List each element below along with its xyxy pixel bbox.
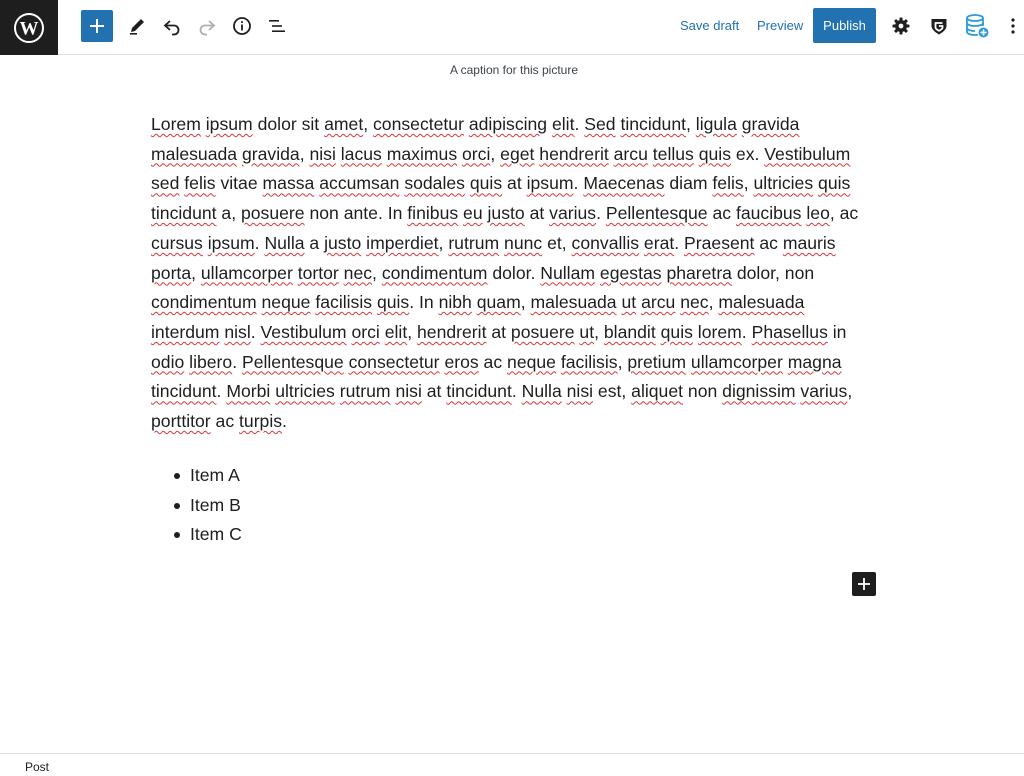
paragraph-text: ,: [438, 232, 449, 253]
misspelled-word: consectetur: [348, 351, 440, 372]
misspelled-word: Sed: [584, 114, 616, 134]
misspelled-word: gravida: [241, 143, 300, 164]
misspelled-word: felis: [184, 173, 216, 194]
paragraph-text: dolor.: [487, 262, 541, 283]
misspelled-word: libero: [189, 351, 233, 372]
paragraph-text: ,: [490, 143, 501, 164]
paragraph-text: est,: [593, 381, 632, 402]
misspelled-word: Nulla: [521, 381, 562, 402]
paragraph-text: ac: [707, 203, 736, 224]
paragraph-block[interactable]: [151, 110, 876, 437]
misspelled-word: eget: [500, 143, 535, 164]
misspelled-word: nibh: [438, 292, 472, 313]
misspelled-word: interdum: [151, 321, 220, 342]
misspelled-word: tortor: [297, 262, 339, 283]
paragraph-text: ,: [617, 351, 628, 372]
paragraph-text: a,: [216, 203, 241, 224]
paragraph-text: a: [304, 232, 325, 253]
paragraph-text: dolor, non: [731, 262, 815, 283]
misspelled-word: sodales: [404, 173, 465, 194]
misspelled-word: justo: [324, 232, 362, 253]
misspelled-word: gravida: [741, 114, 800, 134]
paragraph-text: . In: [409, 292, 439, 313]
wordpress-logo-button[interactable]: [0, 0, 58, 55]
misspelled-word: leo: [806, 203, 830, 224]
paragraph-text: at: [502, 173, 527, 194]
misspelled-word: consectetur: [373, 114, 464, 134]
list-item[interactable]: Item A: [151, 461, 242, 491]
misspelled-word: eu: [463, 203, 483, 224]
misspelled-word: maximus: [386, 143, 458, 164]
misspelled-word: eros: [444, 351, 479, 372]
list-block[interactable]: [151, 461, 242, 550]
misspelled-word: ultricies: [275, 381, 335, 402]
misspelled-word: magna: [787, 351, 842, 372]
paragraph-text: .: [596, 203, 606, 224]
misspelled-word: arcu: [641, 292, 676, 313]
misspelled-word: felis: [712, 173, 744, 194]
publish-button[interactable]: Publish: [813, 8, 876, 43]
misspelled-word: pretium: [627, 351, 687, 372]
settings-button[interactable]: [885, 10, 917, 42]
misspelled-word: ut: [579, 321, 595, 342]
misspelled-word: justo: [487, 203, 525, 224]
misspelled-word: quis: [660, 321, 693, 342]
misspelled-word: tincidunt: [151, 203, 217, 224]
misspelled-word: ipsum: [207, 232, 255, 253]
details-button[interactable]: [226, 10, 258, 42]
misspelled-word: nisl: [224, 321, 251, 342]
paragraph-text: ,: [594, 321, 604, 342]
add-block-button[interactable]: [852, 572, 876, 596]
gear-icon: [891, 16, 911, 36]
info-icon: [232, 16, 252, 36]
misspelled-word: cursus: [151, 232, 203, 253]
misspelled-word: tincidunt: [620, 114, 686, 134]
misspelled-word: hendrerit: [417, 321, 487, 342]
misspelled-word: orci: [351, 321, 380, 342]
misspelled-word: aliquet: [631, 381, 684, 402]
misspelled-word: facilisis: [560, 351, 618, 372]
misspelled-word: turpis: [239, 411, 283, 432]
list-item[interactable]: Item B: [151, 491, 242, 521]
misspelled-word: imperdiet: [366, 232, 439, 253]
misspelled-word: nunc: [504, 232, 543, 253]
paragraph-text: .: [232, 351, 242, 372]
misspelled-word: Phasellus: [751, 321, 828, 342]
misspelled-word: massa: [262, 173, 315, 194]
breadcrumb[interactable]: Post: [25, 760, 50, 774]
list-view-icon: [267, 16, 287, 36]
paragraph-text: non: [683, 381, 723, 402]
misspelled-word: quis: [698, 143, 732, 164]
misspelled-word: elit: [384, 321, 408, 342]
wordpress-logo-icon: [13, 12, 45, 44]
block-inserter-button[interactable]: [81, 10, 113, 42]
misspelled-word: Pellentesque: [241, 351, 344, 372]
paragraph-text: ,: [407, 321, 418, 342]
paragraph-text: .: [674, 232, 685, 253]
misspelled-word: Morbi: [226, 381, 271, 402]
paragraph-text: at: [486, 321, 511, 342]
paragraph-text: .: [741, 321, 752, 342]
misspelled-word: malesuada: [530, 292, 617, 313]
paragraph-text: .: [216, 381, 227, 402]
misspelled-word: convallis: [571, 232, 640, 253]
misspelled-word: lacus: [340, 143, 382, 164]
paragraph-text: ,: [372, 262, 382, 283]
svg-text:W: W: [19, 18, 39, 39]
paragraph-text: at: [421, 381, 447, 402]
misspelled-word: tellus: [652, 143, 694, 164]
database-button[interactable]: [961, 10, 993, 42]
paragraph-text: et,: [542, 232, 572, 253]
misspelled-word: Praesent: [684, 232, 755, 253]
misspelled-word: faucibus: [735, 203, 802, 224]
paragraph-text: ac: [478, 351, 508, 372]
image-caption[interactable]: A caption for this picture: [449, 63, 579, 77]
misspelled-word: nisi: [395, 381, 422, 402]
paragraph-text: .: [511, 381, 522, 402]
paragraph-text: .: [573, 173, 584, 194]
misspelled-word: amet: [324, 114, 364, 134]
misspelled-word: dignissim: [722, 381, 796, 402]
tools-button[interactable]: [121, 10, 153, 42]
g-shield-icon: [929, 16, 949, 36]
misspelled-word: erat: [643, 232, 675, 253]
paragraph-text: .: [282, 411, 287, 432]
misspelled-word: nisi: [566, 381, 594, 402]
misspelled-word: malesuada: [151, 143, 238, 164]
misspelled-word: malesuada: [718, 292, 805, 313]
misspelled-word: nec: [343, 262, 373, 283]
paragraph-text: ex.: [731, 143, 765, 164]
misspelled-word: condimentum: [381, 262, 488, 283]
paragraph-text: ,: [847, 381, 853, 402]
misspelled-word: varius: [800, 381, 848, 402]
paragraph-text: .: [574, 114, 585, 134]
paragraph-text: ,: [520, 292, 531, 313]
misspelled-word: quam: [476, 292, 521, 313]
misspelled-word: Vestibulum: [260, 321, 347, 342]
plus-icon: [87, 16, 107, 36]
misspelled-word: pharetra: [666, 262, 732, 283]
paragraph-text: diam: [664, 173, 713, 194]
misspelled-word: Nulla: [264, 232, 305, 253]
paragraph-text: , ac: [829, 203, 859, 224]
misspelled-word: Vestibulum: [764, 143, 851, 164]
misspelled-word: sed: [151, 173, 180, 194]
misspelled-word: condimentum: [151, 292, 257, 313]
paragraph-text: ,: [743, 173, 754, 194]
misspelled-word: ipsum: [526, 173, 574, 194]
grammar-check-button[interactable]: [923, 10, 955, 42]
misspelled-word: Lorem: [151, 114, 201, 134]
misspelled-word: tincidunt: [151, 381, 217, 402]
misspelled-word: quis: [469, 173, 503, 194]
misspelled-word: egestas: [599, 262, 662, 283]
misspelled-word: ullamcorper: [690, 351, 783, 372]
misspelled-word: ultricies: [753, 173, 814, 194]
misspelled-word: elit: [551, 114, 575, 134]
paragraph-text: .: [250, 321, 261, 342]
paragraph-text: ,: [299, 143, 310, 164]
paragraph-text: ,: [363, 114, 373, 134]
paragraph-text: in: [827, 321, 847, 342]
undo-button[interactable]: [156, 10, 188, 42]
misspelled-word: ipsum: [205, 114, 253, 134]
misspelled-word: nec: [680, 292, 709, 313]
editor-header: [0, 0, 1024, 55]
post-content: [151, 110, 876, 437]
list-view-button[interactable]: [261, 10, 293, 42]
paragraph-text: ac: [210, 411, 240, 432]
misspelled-word: Maecenas: [583, 173, 665, 194]
misspelled-word: varius: [549, 203, 597, 224]
list-item[interactable]: Item C: [151, 520, 242, 550]
paragraph-text: ,: [191, 262, 201, 283]
misspelled-word: porttitor: [151, 411, 211, 432]
options-button[interactable]: [1001, 10, 1024, 42]
misspelled-word: quis: [376, 292, 410, 313]
preview-button[interactable]: Preview: [757, 18, 804, 33]
plus-icon: [857, 577, 871, 591]
save-draft-button[interactable]: Save draft: [680, 18, 740, 33]
misspelled-word: rutrum: [448, 232, 500, 253]
paragraph-text: at: [524, 203, 550, 224]
paragraph-text: .: [254, 232, 265, 253]
misspelled-word: ullamcorper: [200, 262, 293, 283]
misspelled-word: quis: [818, 173, 851, 194]
misspelled-word: blandit: [603, 321, 656, 342]
pencil-icon: [127, 16, 147, 36]
more-vertical-icon: [1010, 16, 1016, 36]
misspelled-word: odio: [151, 351, 185, 372]
paragraph-text: dolor sit: [252, 114, 325, 134]
paragraph-text: ac: [754, 232, 783, 253]
redo-button[interactable]: [191, 10, 223, 42]
paragraph-text: ,: [708, 292, 719, 313]
redo-icon: [197, 16, 217, 36]
database-plus-icon: [964, 13, 990, 39]
misspelled-word: accumsan: [319, 173, 400, 194]
misspelled-word: rutrum: [339, 381, 391, 402]
misspelled-word: arcu: [613, 143, 648, 164]
misspelled-word: lorem: [697, 321, 742, 342]
misspelled-word: adipiscing: [468, 114, 548, 134]
misspelled-word: hendrerit: [539, 143, 609, 164]
paragraph-text: non ante. In: [304, 203, 408, 224]
misspelled-word: orci: [462, 143, 491, 164]
paragraph-text: vitae: [215, 173, 263, 194]
undo-icon: [162, 16, 182, 36]
misspelled-word: neque: [507, 351, 556, 372]
misspelled-word: posuere: [510, 321, 575, 342]
misspelled-word: mauris: [782, 232, 836, 253]
misspelled-word: tincidunt: [446, 381, 512, 402]
misspelled-word: neque: [261, 292, 311, 313]
misspelled-word: Nullam: [540, 262, 596, 283]
misspelled-word: nisi: [309, 143, 336, 164]
misspelled-word: finibus: [407, 203, 459, 224]
misspelled-word: porta: [151, 262, 192, 283]
misspelled-word: ligula: [695, 114, 737, 134]
misspelled-word: ut: [621, 292, 637, 313]
misspelled-word: facilisis: [315, 292, 373, 313]
misspelled-word: posuere: [240, 203, 305, 224]
editor-footer: [0, 753, 1024, 776]
misspelled-word: Pellentesque: [605, 203, 708, 224]
paragraph-text: ,: [686, 114, 696, 134]
